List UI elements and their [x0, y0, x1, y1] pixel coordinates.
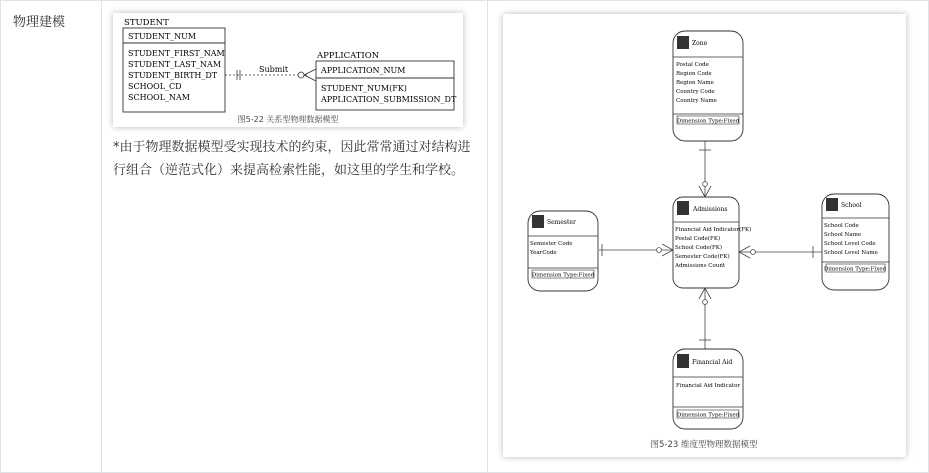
entity-attr: School Level Code [824, 241, 876, 247]
student-entity-name: STUDENT [124, 18, 169, 28]
figure-caption: 图5-22 关系型物理数据模型 [237, 115, 339, 124]
entity-attr: Admissions Count [675, 263, 726, 269]
student-attr: SCHOOL_CD [128, 82, 182, 91]
entity-attr: Postal Code(FK) [675, 236, 721, 242]
entity-title: Admissions [693, 206, 728, 213]
application-attr: STUDENT_NUM(FK) [321, 84, 407, 93]
entity-attr: School Code(FK) [675, 245, 723, 251]
note-text: *由于物理数据模型受实现技术的约束，因此常常通过对结构进行组合（逆范式化）来提高检索性能，如这里的学生和学校。 [113, 140, 471, 178]
entity-attr: Postal Code [676, 62, 709, 68]
entity-footer: Dimension Type:Fixed [531, 272, 595, 279]
entity-attr: Country Code [676, 89, 715, 95]
entity-attr: Financial Aid Indicator(FK) [675, 227, 752, 233]
entity-attr: Semester Code(FK) [675, 254, 730, 260]
column-divider [487, 1, 488, 472]
student-attr: SCHOOL_NAM [128, 93, 190, 102]
entity-title: Zone [692, 40, 708, 47]
application-entity-name: APPLICATION [317, 51, 380, 61]
student-attr: STUDENT_BIRTH_DT [128, 71, 218, 80]
column-divider [101, 1, 102, 472]
semester-dimension [528, 211, 598, 291]
application-attr: APPLICATION_SUBMISSION_DT [321, 95, 457, 104]
school-dimension [822, 194, 889, 290]
entity-attr: Financial Aid Indicator [676, 383, 741, 389]
relationship-label: Submit [259, 65, 289, 74]
financial-aid-dimension [673, 349, 743, 429]
entity-attr: Country Name [676, 98, 717, 104]
entity-footer: Dimension Type:Fixed [823, 266, 887, 273]
entity-attr: Semester Code [530, 241, 573, 247]
student-key: STUDENT_NUM [128, 32, 197, 41]
figure-caption: 图5-23 维度型物理数据模型 [650, 440, 758, 450]
submit-relationship [225, 65, 316, 81]
table-icon [826, 198, 838, 211]
admissions-fact [673, 197, 751, 288]
entity-attr: School Level Name [824, 250, 878, 256]
dimensional-model-figure [503, 14, 906, 457]
entity-attr: School Code [824, 223, 859, 229]
entity-attr: Region Name [676, 80, 714, 86]
relational-model-figure [113, 13, 463, 127]
table-icon [677, 36, 689, 49]
row-label: 物理建模 [13, 15, 66, 30]
entity-attr: YearCode [530, 250, 557, 256]
student-attr: STUDENT_LAST_NAM [128, 60, 222, 69]
application-key: APPLICATION_NUM [321, 66, 406, 75]
entity-footer: Dimension Type:Fixed [676, 412, 740, 419]
zone-dimension [673, 31, 743, 141]
entity-title: Semester [547, 219, 576, 226]
student-attr: STUDENT_FIRST_NAM [128, 49, 225, 58]
table-icon [677, 201, 689, 215]
entity-attr: School Name [824, 232, 862, 238]
entity-attr: Region Code [676, 71, 712, 77]
entity-footer: Dimension Type:Fixed [676, 118, 740, 125]
entity-title: School [841, 202, 862, 209]
table-icon [677, 354, 689, 368]
entity-title: Financial Aid [692, 359, 733, 366]
table-icon [532, 215, 544, 228]
